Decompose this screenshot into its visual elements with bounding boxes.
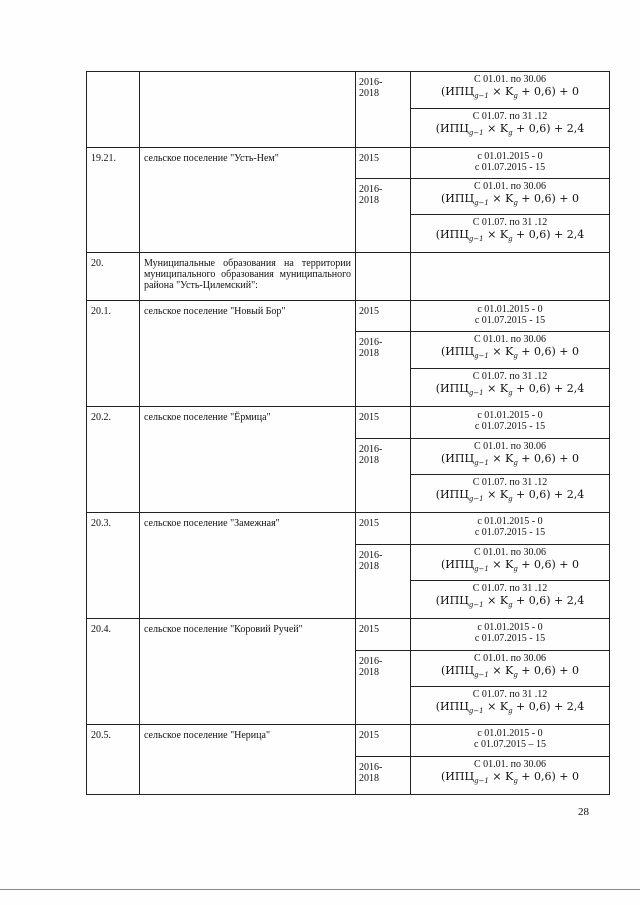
row-name-cell <box>140 407 356 513</box>
table-row <box>87 407 610 439</box>
year-range-start: 2016- <box>359 184 383 195</box>
formula-plus-2-4: $(ИПЦ_{g-1} \times K_g + 0,6) + 2,4$ <box>435 228 585 243</box>
year-cell <box>356 253 411 301</box>
rate-line: с 01.07.2015 - 15 <box>474 162 546 173</box>
row-name-cell <box>140 301 356 407</box>
row-number: 20.2. <box>91 412 111 423</box>
year-label: 2015 <box>359 730 379 741</box>
row-number-cell <box>87 407 140 513</box>
year-cell <box>356 619 411 651</box>
formula-cell <box>411 439 610 475</box>
formula-cell <box>411 581 610 619</box>
formula-plus-0: $(ИПЦ_{g-1} \times K_g + 0,6) + 0$ <box>440 558 580 573</box>
page-number: 28 <box>578 806 589 818</box>
year-cell <box>356 757 411 795</box>
settlement-name: сельское поселение "Нерица" <box>144 730 271 741</box>
period-label: С 01.07. по 31 .12 <box>472 583 548 594</box>
period-label: С 01.07. по 31 .12 <box>472 371 548 382</box>
year-range-end: 2018 <box>359 667 379 678</box>
rate-line: с 01.07.2015 – 15 <box>474 739 546 750</box>
year-label: 2015 <box>359 412 379 423</box>
row-number-cell <box>87 619 140 725</box>
formula-cell <box>411 72 610 109</box>
row-name-cell <box>140 513 356 619</box>
row-number-cell <box>87 725 140 795</box>
period-label: С 01.07. по 31 .12 <box>472 111 548 122</box>
year-cell <box>356 439 411 513</box>
year-range-start: 2016- <box>359 77 383 88</box>
period-label: С 01.01. по 30.06 <box>473 759 547 770</box>
year-range-end: 2018 <box>359 348 379 359</box>
formula-cell <box>411 332 610 369</box>
year-cell <box>356 179 411 253</box>
rate-cell <box>411 148 610 179</box>
row-name-cell <box>140 72 356 148</box>
settlement-name: сельское поселение "Коровий Ручей" <box>144 624 303 635</box>
scan-edge-line <box>0 889 640 890</box>
period-label: С 01.07. по 31 .12 <box>472 477 548 488</box>
formula-plus-2-4: $(ИПЦ_{g-1} \times K_g + 0,6) + 2,4$ <box>435 382 585 397</box>
row-name-cell <box>140 253 356 301</box>
settlement-name: сельское поселение "Новый Бор" <box>144 306 286 317</box>
formula-cell <box>411 651 610 687</box>
table-row <box>87 301 610 332</box>
table-row <box>87 253 610 301</box>
row-name-cell <box>140 725 356 795</box>
settlement-name: сельское поселение "Усть-Нем" <box>144 153 279 164</box>
year-cell <box>356 301 411 332</box>
year-range-start: 2016- <box>359 656 383 667</box>
row-number: 20.1. <box>91 306 111 317</box>
year-cell <box>356 72 411 148</box>
settlement-name: сельское поселение "Замежная" <box>144 518 280 529</box>
formula-cell <box>411 545 610 581</box>
rate-cell <box>411 301 610 332</box>
formula-plus-2-4: $(ИПЦ_{g-1} \times K_g + 0,6) + 2,4$ <box>435 122 585 137</box>
period-label: С 01.07. по 31 .12 <box>472 217 548 228</box>
table-row <box>87 72 610 109</box>
year-range-start: 2016- <box>359 550 383 561</box>
year-label: 2015 <box>359 153 379 164</box>
formula-cell <box>411 757 610 795</box>
row-name-cell <box>140 148 356 253</box>
year-label: 2015 <box>359 624 379 635</box>
year-range-start: 2016- <box>359 444 383 455</box>
year-cell <box>356 407 411 439</box>
year-cell <box>356 332 411 407</box>
table-row <box>87 513 610 545</box>
year-label: 2015 <box>359 518 379 529</box>
row-name-cell <box>140 619 356 725</box>
year-range-start: 2016- <box>359 337 383 348</box>
year-cell <box>356 513 411 545</box>
municipal-group-name: Муниципальные образования на территории муниципального образования муниципального района "Усть-Цилемский": <box>144 258 351 291</box>
row-number: 20. <box>91 258 104 269</box>
row-number: 20.4. <box>91 624 111 635</box>
rate-line: с 01.07.2015 - 15 <box>474 421 546 432</box>
year-cell <box>356 651 411 725</box>
period-label: С 01.07. по 31 .12 <box>472 689 548 700</box>
formula-plus-0: $(ИПЦ_{g-1} \times K_g + 0,6) + 0$ <box>440 192 580 207</box>
period-label: С 01.01. по 30.06 <box>473 441 547 452</box>
year-cell <box>356 725 411 757</box>
settlement-name: сельское поселение "Ёрмица" <box>144 412 271 423</box>
formula-plus-2-4: $(ИПЦ_{g-1} \times K_g + 0,6) + 2,4$ <box>435 488 585 503</box>
row-number: 20.5. <box>91 730 111 741</box>
period-label: С 01.01. по 30.06 <box>473 653 547 664</box>
rate-line: с 01.01.2015 - 0 <box>477 151 543 162</box>
formula-cell <box>411 475 610 513</box>
formula-cell <box>411 369 610 407</box>
row-number-cell <box>87 301 140 407</box>
formula-plus-0: $(ИПЦ_{g-1} \times K_g + 0,6) + 0$ <box>440 85 580 100</box>
row-number-cell <box>87 148 140 253</box>
rate-cell <box>411 407 610 439</box>
rate-line: с 01.07.2015 - 15 <box>474 527 546 538</box>
formula-plus-2-4: $(ИПЦ_{g-1} \times K_g + 0,6) + 2,4$ <box>435 700 585 715</box>
rate-cell <box>411 513 610 545</box>
formula-plus-2-4: $(ИПЦ_{g-1} \times K_g + 0,6) + 2,4$ <box>435 594 585 609</box>
year-label: 2015 <box>359 306 379 317</box>
period-label: С 01.01. по 30.06 <box>473 181 547 192</box>
rate-cell <box>411 619 610 651</box>
rate-line: с 01.01.2015 - 0 <box>477 728 543 739</box>
period-label: С 01.01. по 30.06 <box>473 334 547 345</box>
row-number: 20.3. <box>91 518 111 529</box>
rate-line: с 01.07.2015 - 15 <box>474 315 546 326</box>
year-range-end: 2018 <box>359 195 379 206</box>
rate-line: с 01.01.2015 - 0 <box>477 622 543 633</box>
period-label: С 01.01. по 30.06 <box>473 547 547 558</box>
year-range-end: 2018 <box>359 773 379 784</box>
formula-plus-0: $(ИПЦ_{g-1} \times K_g + 0,6) + 0$ <box>440 664 580 679</box>
period-label: С 01.01. по 30.06 <box>473 74 547 85</box>
table-row <box>87 725 610 757</box>
table-row <box>87 148 610 179</box>
rate-line: с 01.07.2015 - 15 <box>474 633 546 644</box>
table-row <box>87 619 610 651</box>
formula-cell <box>411 179 610 215</box>
year-range-start: 2016- <box>359 762 383 773</box>
formula-cell <box>411 109 610 148</box>
formula-cell <box>411 253 610 301</box>
year-cell <box>356 148 411 179</box>
formula-cell <box>411 215 610 253</box>
row-number-cell <box>87 253 140 301</box>
rate-line: с 01.01.2015 - 0 <box>477 516 543 527</box>
row-number-cell <box>87 72 140 148</box>
formula-plus-0: $(ИПЦ_{g-1} \times K_g + 0,6) + 0$ <box>440 345 580 360</box>
formula-cell <box>411 687 610 725</box>
tariff-table <box>86 71 610 795</box>
rate-cell <box>411 725 610 757</box>
row-number-cell <box>87 513 140 619</box>
year-range-end: 2018 <box>359 88 379 99</box>
rate-line: с 01.01.2015 - 0 <box>477 304 543 315</box>
year-cell <box>356 545 411 619</box>
rate-line: с 01.01.2015 - 0 <box>477 410 543 421</box>
formula-plus-0: $(ИПЦ_{g-1} \times K_g + 0,6) + 0$ <box>440 770 580 785</box>
formula-plus-0: $(ИПЦ_{g-1} \times K_g + 0,6) + 0$ <box>440 452 580 467</box>
row-number: 19.21. <box>91 153 116 164</box>
year-range-end: 2018 <box>359 455 379 466</box>
year-range-end: 2018 <box>359 561 379 572</box>
